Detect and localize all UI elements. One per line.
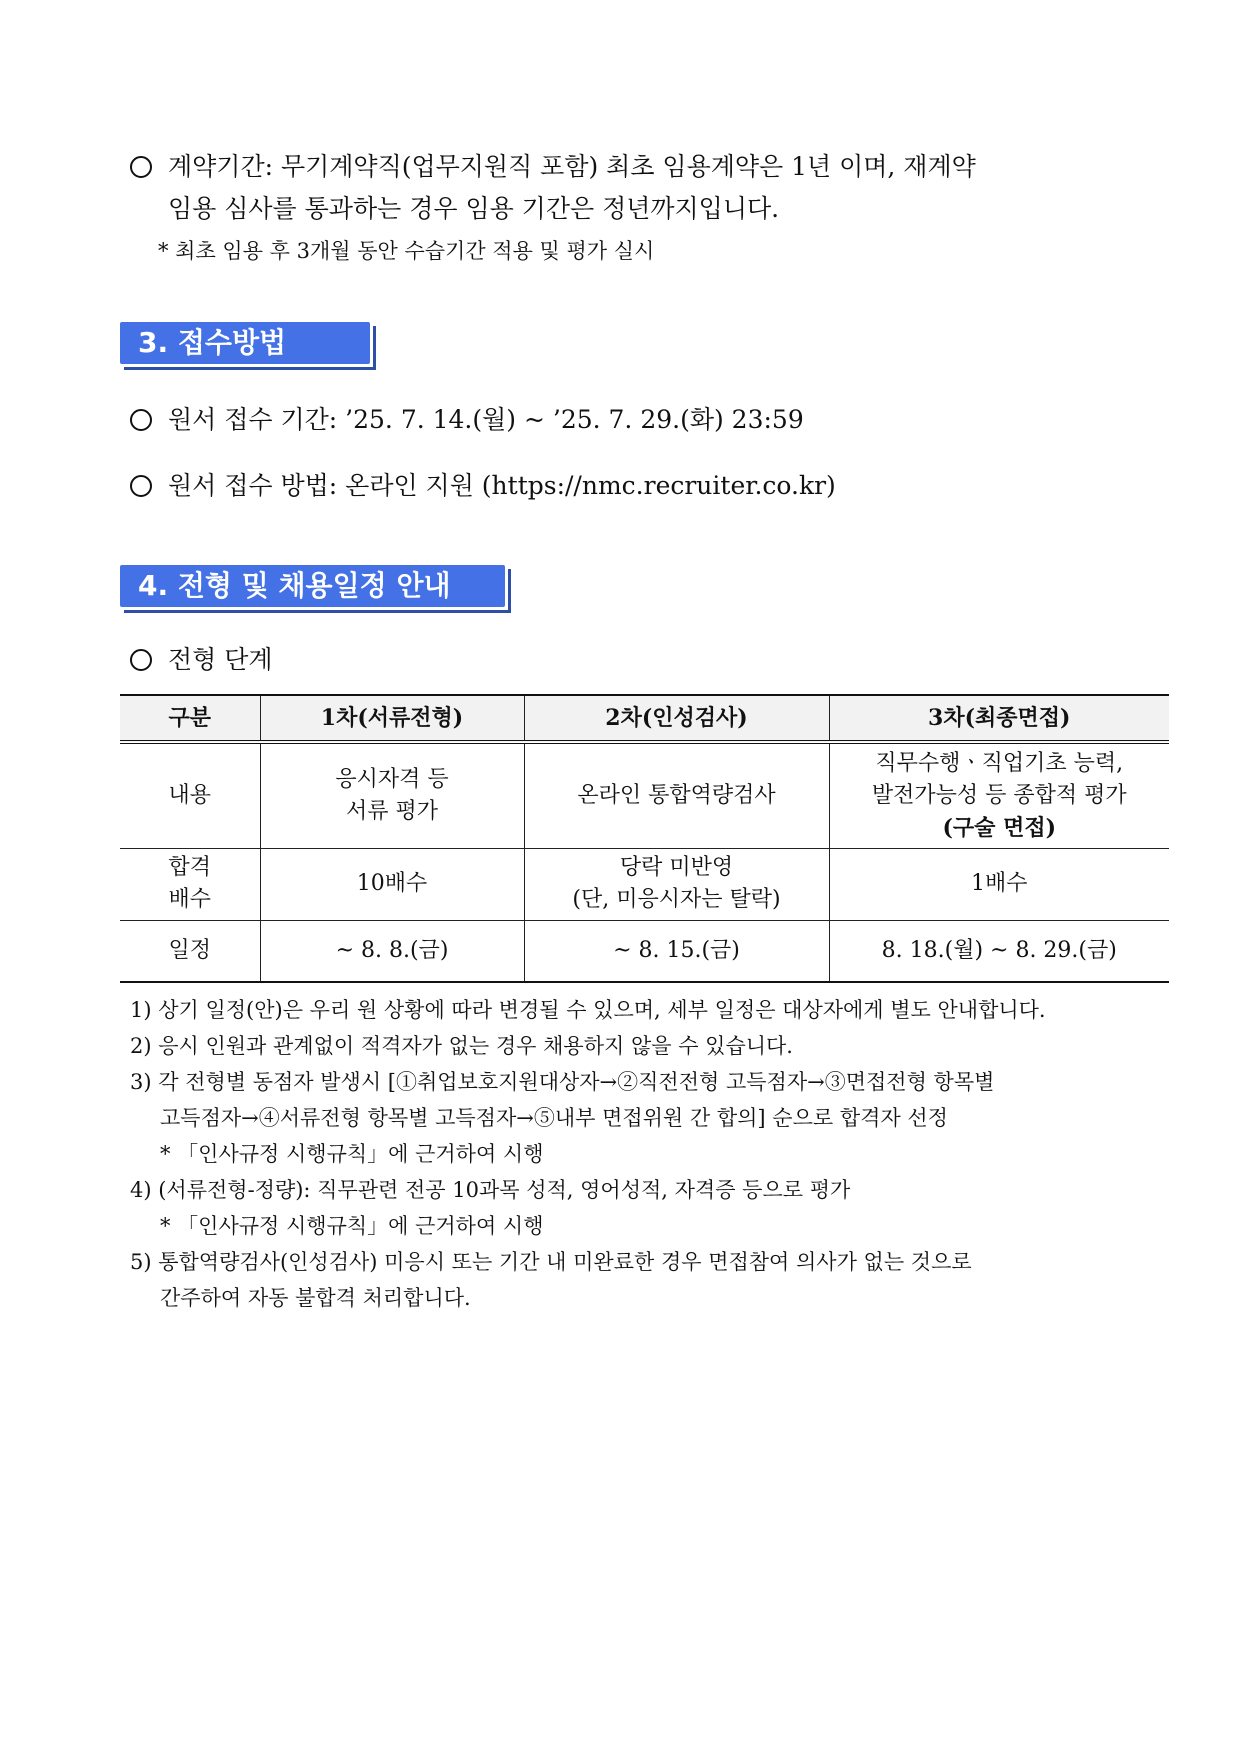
row-label-content: 내용 [120,742,260,848]
table-row [120,848,1169,920]
table-header-row [120,695,1169,742]
row-label-multiple [120,848,260,920]
application-period-line [130,403,804,437]
content-stage-3-line2: 발전가능성 등 종합적 평가 [871,782,1127,808]
footnote-3-line2: 고득점자→④서류전형 항목별 고득점자→⑤내부 면접위원 간 합의] 순으로 합격자 선정 [160,1106,948,1130]
footnote-3-note: * 「인사규정 시행규칙」에 근거하여 시행 [160,1142,544,1166]
selection-stage-line [130,643,273,677]
content-stage-3 [829,742,1169,848]
footnote-2: 2) 응시 인원과 관계없이 적격자가 없는 경우 채용하지 않을 수 있습니다. [130,1034,793,1058]
circle-bullet-icon [130,649,152,671]
multiple-stage-1: 10배수 [260,848,524,920]
row-label-schedule: 일정 [120,920,260,982]
header-stage-2: 2차(인성검사) [524,695,829,742]
row-label-multiple-line2: 배수 [168,887,211,912]
footnote-1: 1) 상기 일정(안)은 우리 원 상황에 따라 변경될 수 있으며, 세부 일정은 대상자에게 별도 안내합니다. [130,998,1046,1022]
content-stage-1 [260,742,524,848]
schedule-stage-1: ~ 8. 8.(금) [260,920,524,982]
contract-period-text: 계약기간: 무기계약직(업무지원직 포함) 최초 임용계약은 1년 이며, 재계약 [168,152,976,181]
schedule-stage-3: 8. 18.(월) ~ 8. 29.(금) [829,920,1169,982]
section-3-heading: 3. 접수방법 [120,322,370,364]
multiple-stage-2-line2: (단, 미응시자는 탈락) [572,887,781,912]
header-category: 구분 [120,695,260,742]
content-stage-1-line2: 서류 평가 [345,798,438,824]
probation-note: * 최초 임용 후 3개월 동안 수습기간 적용 및 평가 실시 [158,239,655,263]
selection-stage-label: 전형 단계 [168,645,273,674]
table-row [120,920,1169,982]
footnote-5-line1: 5) 통합역량검사(인성검사) 미응시 또는 기간 내 미완료한 경우 면접참여 의사가 없는 것으로 [130,1250,972,1274]
header-stage-1: 1차(서류전형) [260,695,524,742]
content-stage-1-line1: 응시자격 등 [335,766,449,792]
application-period-text: 원서 접수 기간: ’25. 7. 14.(월) ~ ’25. 7. 29.(화) 23:59 [168,405,804,434]
footnote-4: 4) (서류전형-정량): 직무관련 전공 10과목 성적, 영어성적, 자격증 등으로 평가 [130,1178,851,1202]
table-row [120,742,1169,848]
row-label-multiple-line1: 합격 [168,855,211,880]
circle-bullet-icon [130,475,152,497]
section-4-heading: 4. 전형 및 채용일정 안내 [120,565,505,607]
selection-schedule-table [120,694,1169,983]
footnote-4-note: * 「인사규정 시행규칙」에 근거하여 시행 [160,1214,544,1238]
contract-period-line [130,150,976,184]
schedule-stage-2: ~ 8. 15.(금) [524,920,829,982]
header-stage-3: 3차(최종면접) [829,695,1169,742]
content-stage-2: 온라인 통합역량검사 [524,742,829,848]
content-stage-3-line3: (구술 면접) [942,814,1056,841]
circle-bullet-icon [130,156,152,178]
application-method-text: 원서 접수 방법: 온라인 지원 (https://nmc.recruiter.co.kr) [168,471,836,500]
application-method-line [130,469,836,503]
multiple-stage-3: 1배수 [829,848,1169,920]
multiple-stage-2 [524,848,829,920]
content-stage-3-line1: 직무수행ㆍ직업기초 능력, [875,750,1124,776]
footnote-5-line2: 간주하여 자동 불합격 처리합니다. [160,1286,471,1310]
multiple-stage-2-line1: 당락 미반영 [619,855,734,880]
circle-bullet-icon [130,409,152,431]
footnote-3-line1: 3) 각 전형별 동점자 발생시 [①취업보호지원대상자→②직전전형 고득점자→③면접전형 항목별 [130,1070,995,1094]
contract-period-continuation: 임용 심사를 통과하는 경우 임용 기간은 정년까지입니다. [168,194,780,223]
